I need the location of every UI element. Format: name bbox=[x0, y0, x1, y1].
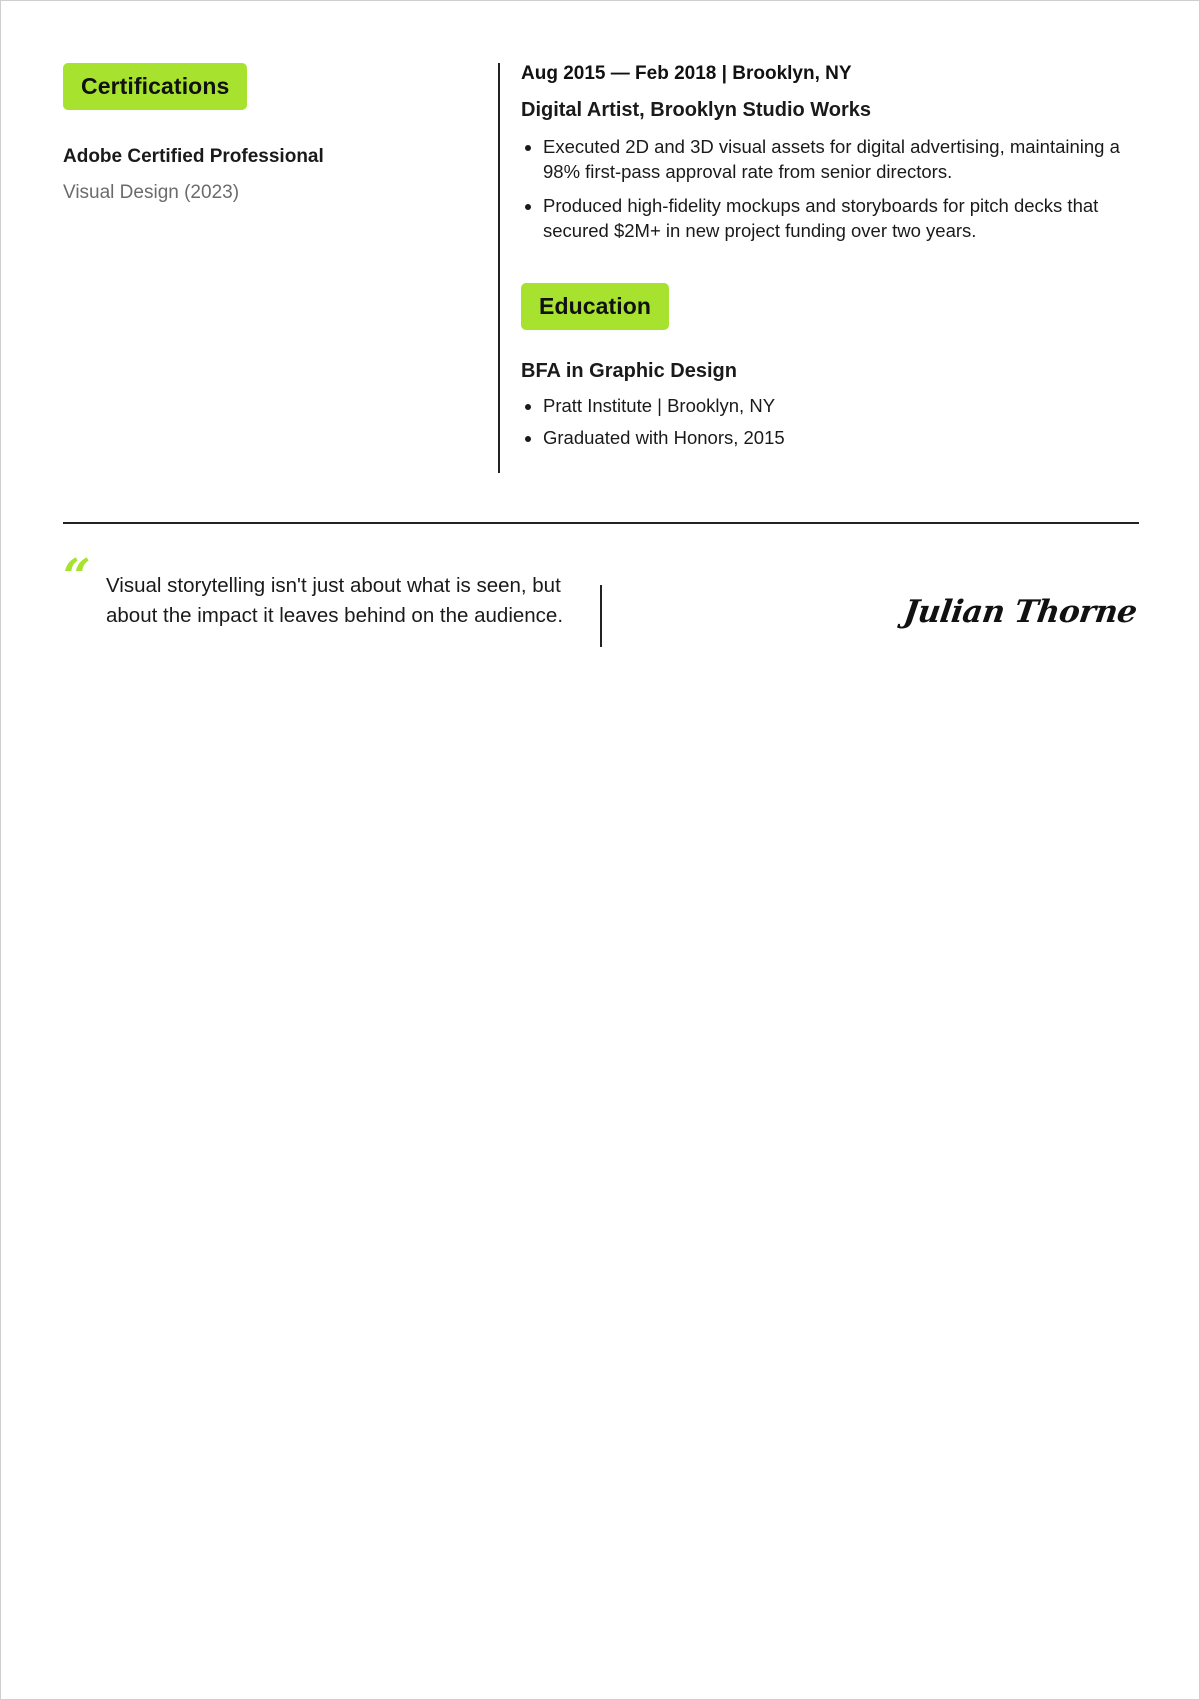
job-bullets bbox=[521, 134, 1141, 243]
job-bullet: • Executed 2D and 3D visual assets for digital advertising, maintaining a 98% first-pass approval rate from senior directors. bbox=[543, 134, 1141, 184]
job-title: Digital Artist, Brooklyn Studio Works bbox=[521, 99, 872, 121]
column-divider bbox=[498, 63, 500, 473]
education-bullets bbox=[521, 393, 1141, 450]
signature: Julian Thorne bbox=[901, 594, 1140, 630]
education-bullet: • Graduated with Honors, 2015 bbox=[543, 425, 1141, 450]
degree-title: BFA in Graphic Design bbox=[521, 360, 737, 382]
left-column bbox=[63, 63, 483, 204]
job-bullet: • Produced high-fidelity mockups and storyboards for pitch decks that secured $2M+ in new project funding over two years. bbox=[543, 193, 1141, 243]
education-bullet: • Pratt Institute | Brooklyn, NY bbox=[543, 393, 1141, 418]
right-column bbox=[521, 63, 1141, 457]
certification-detail: Visual Design (2023) bbox=[63, 182, 240, 203]
certification-name: Adobe Certified Professional bbox=[63, 146, 324, 167]
job-meta: Aug 2015 — Feb 2018 | Brooklyn, NY bbox=[521, 63, 852, 84]
section-divider bbox=[63, 522, 1139, 524]
certifications-heading: Certifications bbox=[63, 63, 247, 110]
quote-text: Visual storytelling isn't just about what is seen, but about the impact it leaves behind on the audience. bbox=[106, 574, 564, 627]
education-heading: Education bbox=[521, 283, 669, 330]
signature-divider bbox=[600, 585, 602, 647]
quote-mark-icon: “ bbox=[63, 557, 91, 587]
